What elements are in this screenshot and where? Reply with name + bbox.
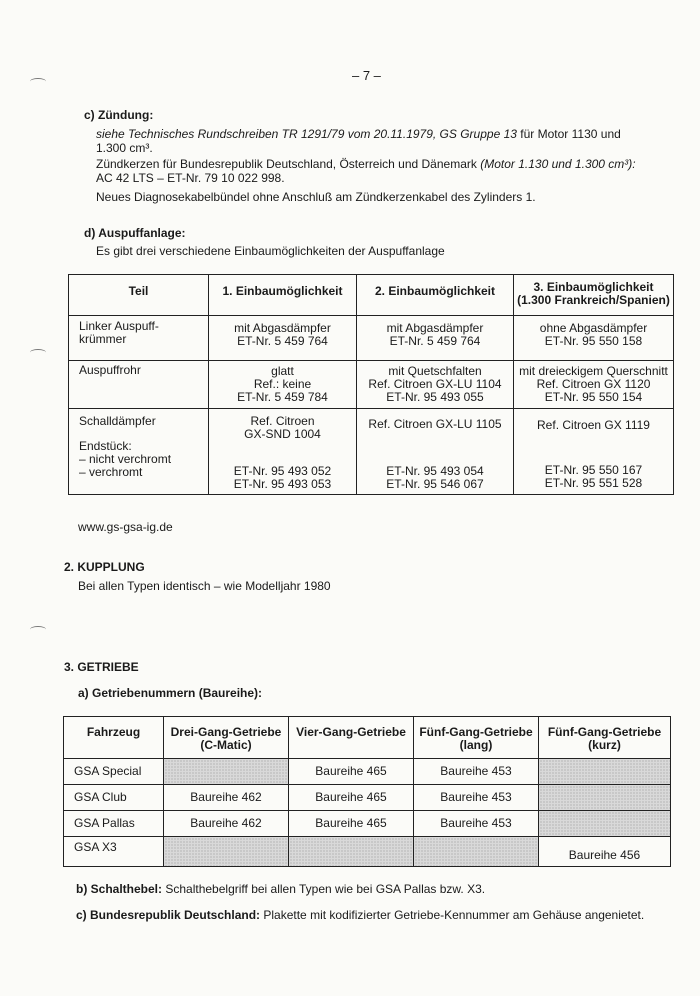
header-line: Fünf-Gang-Getriebe xyxy=(419,725,533,739)
empty-cell xyxy=(414,837,539,867)
empty-cell xyxy=(164,837,289,867)
header-vier-gang: Vier-Gang-Getriebe xyxy=(289,717,414,759)
gearbox-cell: Baureihe 453 xyxy=(414,811,539,837)
table-row xyxy=(64,759,671,785)
getriebe-table xyxy=(63,716,671,867)
cell-line: ET-Nr. 95 493 052 xyxy=(233,464,332,478)
cell-line: mit dreieckigem Querschnitt xyxy=(519,364,668,378)
gearbox-cell: Baureihe 462 xyxy=(164,785,289,811)
header-option-3-note: (1.300 Frankreich/Spanien) xyxy=(517,293,670,307)
zuendung-line1 xyxy=(96,127,621,141)
gearbox-cell: Baureihe 465 xyxy=(289,811,414,837)
endstueck-label: Endstück: xyxy=(79,439,132,453)
daempfer-option-2 xyxy=(357,409,514,495)
cell-line: Ref. Citroen GX-LU 1105 xyxy=(368,417,502,431)
rohr-option-3 xyxy=(514,361,674,409)
gearbox-cell: Baureihe 465 xyxy=(289,759,414,785)
header-option-1: 1. Einbaumöglichkeit xyxy=(209,275,357,316)
cell-line: Ref. Citroen GX-LU 1104 xyxy=(368,377,502,391)
krummer-option-3 xyxy=(514,316,674,361)
vehicle-cell: GSA Special xyxy=(64,759,164,785)
cell-line: Ref.: keine xyxy=(253,377,312,391)
cell-line: ET-Nr. 95 493 053 xyxy=(233,477,332,491)
cell-line: ET-Nr. 95 550 158 xyxy=(544,334,643,348)
empty-cell xyxy=(289,837,414,867)
header-option-3-title: 3. Einbaumöglichkeit xyxy=(533,280,654,294)
cell-line: ET-Nr. 5 459 764 xyxy=(237,334,328,348)
gearbox-cell: Baureihe 456 xyxy=(539,837,671,867)
vehicle-cell: GSA Club xyxy=(64,785,164,811)
zuendkerzen-motor: (Motor 1.130 und 1.300 cm³): xyxy=(480,157,636,171)
label-line: Linker Auspuff- xyxy=(79,319,159,333)
rohr-label: Auspuffrohr xyxy=(69,361,209,409)
header-line: (C-Matic) xyxy=(200,738,252,752)
daempfer-option-3 xyxy=(514,409,674,495)
diagnose-text: Neues Diagnosekabelbündel ohne Anschluß am Zündkerzenkabel des Zylinders 1. xyxy=(96,190,536,204)
auspuff-intro: Es gibt drei verschiedene Einbaumöglichkeiten der Auspuffanlage xyxy=(96,244,445,258)
header-fuenf-gang-lang xyxy=(414,717,539,759)
header-fahrzeug: Fahrzeug xyxy=(64,717,164,759)
rohr-option-1 xyxy=(209,361,357,409)
krummer-label xyxy=(69,316,209,361)
header-option-3 xyxy=(514,275,674,316)
daempfer-label xyxy=(69,409,209,495)
label-line: krümmer xyxy=(79,332,127,346)
rohr-option-2 xyxy=(357,361,514,409)
cell-line: mit Abgasdämpfer xyxy=(234,321,331,335)
cell-line: Ref. Citroen GX 1119 xyxy=(537,418,650,432)
margin-mark xyxy=(30,626,46,633)
cell-line: glatt xyxy=(271,364,294,378)
cell-line: ET-Nr. 5 459 784 xyxy=(237,390,328,404)
zuendung-line2: 1.300 cm³. xyxy=(96,141,153,155)
header-line: Drei-Gang-Getriebe xyxy=(170,725,282,739)
auspuff-table-header xyxy=(69,275,674,316)
gearbox-cell: Baureihe 462 xyxy=(164,811,289,837)
cell-line: ET-Nr. 95 493 054 xyxy=(386,464,484,478)
gearbox-cell: Baureihe 465 xyxy=(289,785,414,811)
auspuff-heading: d) Auspuffanlage: xyxy=(84,226,186,240)
header-teil: Teil xyxy=(69,275,209,316)
endstueck-label-line: – nicht verchromt xyxy=(79,452,172,466)
plakette-label: c) Bundesrepublik Deutschland: xyxy=(76,908,261,922)
cell-line: ET-Nr. 95 550 154 xyxy=(544,390,643,404)
vehicle-cell: GSA Pallas xyxy=(64,811,164,837)
cell-line: ohne Abgasdämpfer xyxy=(539,321,648,335)
table-row xyxy=(69,316,674,361)
table-row xyxy=(64,837,671,867)
header-line: (kurz) xyxy=(588,738,621,752)
cell-line: ET-Nr. 95 550 167 xyxy=(544,463,643,477)
empty-cell xyxy=(164,759,289,785)
cell-line: Ref. Citroen xyxy=(250,414,315,428)
cell-line: ET-Nr. 95 493 055 xyxy=(386,390,484,404)
schalthebel-label: b) Schalthebel: xyxy=(76,882,163,896)
website-url: www.gs-gsa-ig.de xyxy=(78,520,173,534)
zuendung-line1-tail: für Motor 1130 und xyxy=(520,127,621,141)
header-fuenf-gang-kurz xyxy=(539,717,671,759)
table-row xyxy=(64,785,671,811)
kupplung-text: Bei allen Typen identisch – wie Modelljahr 1980 xyxy=(78,579,331,593)
cell-line: ET-Nr. 95 546 067 xyxy=(386,477,484,491)
table-row xyxy=(69,409,674,495)
empty-cell xyxy=(539,759,671,785)
schalthebel-text: Schalthebelgriff bei allen Typen wie bei GSA Pallas bzw. X3. xyxy=(165,882,486,896)
empty-cell xyxy=(539,785,671,811)
kupplung-heading: 2. KUPPLUNG xyxy=(64,560,145,574)
header-drei-gang xyxy=(164,717,289,759)
plakette-line xyxy=(76,908,644,922)
zuendung-italic: siehe Technisches Rundschreiben TR 1291/79 vom 20.11.1979, GS Gruppe 13 xyxy=(96,127,517,141)
daempfer-label-text: Schalldämpfer xyxy=(79,414,156,428)
schalthebel-line xyxy=(76,882,485,896)
plakette-text: Plakette mit kodifizierter Getriebe-Kennummer am Gehäuse angenietet. xyxy=(263,908,645,922)
empty-cell xyxy=(539,811,671,837)
cell-line: Ref. Citroen GX 1120 xyxy=(536,377,651,391)
gearbox-cell: Baureihe 453 xyxy=(414,785,539,811)
auspuff-table xyxy=(68,274,674,495)
krummer-option-2 xyxy=(357,316,514,361)
zuendung-heading: c) Zündung: xyxy=(84,108,154,122)
zuendkerzen-text: Zündkerzen für Bundesrepublik Deutschland, Österreich und Dänemark xyxy=(96,157,477,171)
getriebe-table-header xyxy=(64,717,671,759)
cell-line: mit Quetschfalten xyxy=(388,364,482,378)
cell-line: mit Abgasdämpfer xyxy=(386,321,484,335)
gearbox-cell: Baureihe 453 xyxy=(414,759,539,785)
getriebe-sub-a: a) Getriebenummern (Baureihe): xyxy=(78,686,263,700)
zuendkerzen-line xyxy=(96,157,636,171)
getriebe-heading: 3. GETRIEBE xyxy=(64,660,139,674)
endstueck-label-line: – verchromt xyxy=(79,465,143,479)
cell-line: ET-Nr. 95 551 528 xyxy=(544,476,643,490)
margin-mark xyxy=(30,349,46,356)
cell-line: ET-Nr. 5 459 764 xyxy=(389,334,481,348)
header-line: (lang) xyxy=(459,738,493,752)
zuendkerzen-part: AC 42 LTS – ET-Nr. 79 10 022 998. xyxy=(96,171,285,185)
vehicle-cell: GSA X3 xyxy=(64,837,164,867)
header-line: Fünf-Gang-Getriebe xyxy=(547,725,662,739)
krummer-option-1 xyxy=(209,316,357,361)
margin-mark xyxy=(30,78,46,85)
table-row xyxy=(64,811,671,837)
header-option-2: 2. Einbaumöglichkeit xyxy=(357,275,514,316)
page-number: – 7 – xyxy=(352,68,381,83)
cell-line: GX-SND 1004 xyxy=(244,427,321,441)
daempfer-option-1 xyxy=(209,409,357,495)
table-row xyxy=(69,361,674,409)
